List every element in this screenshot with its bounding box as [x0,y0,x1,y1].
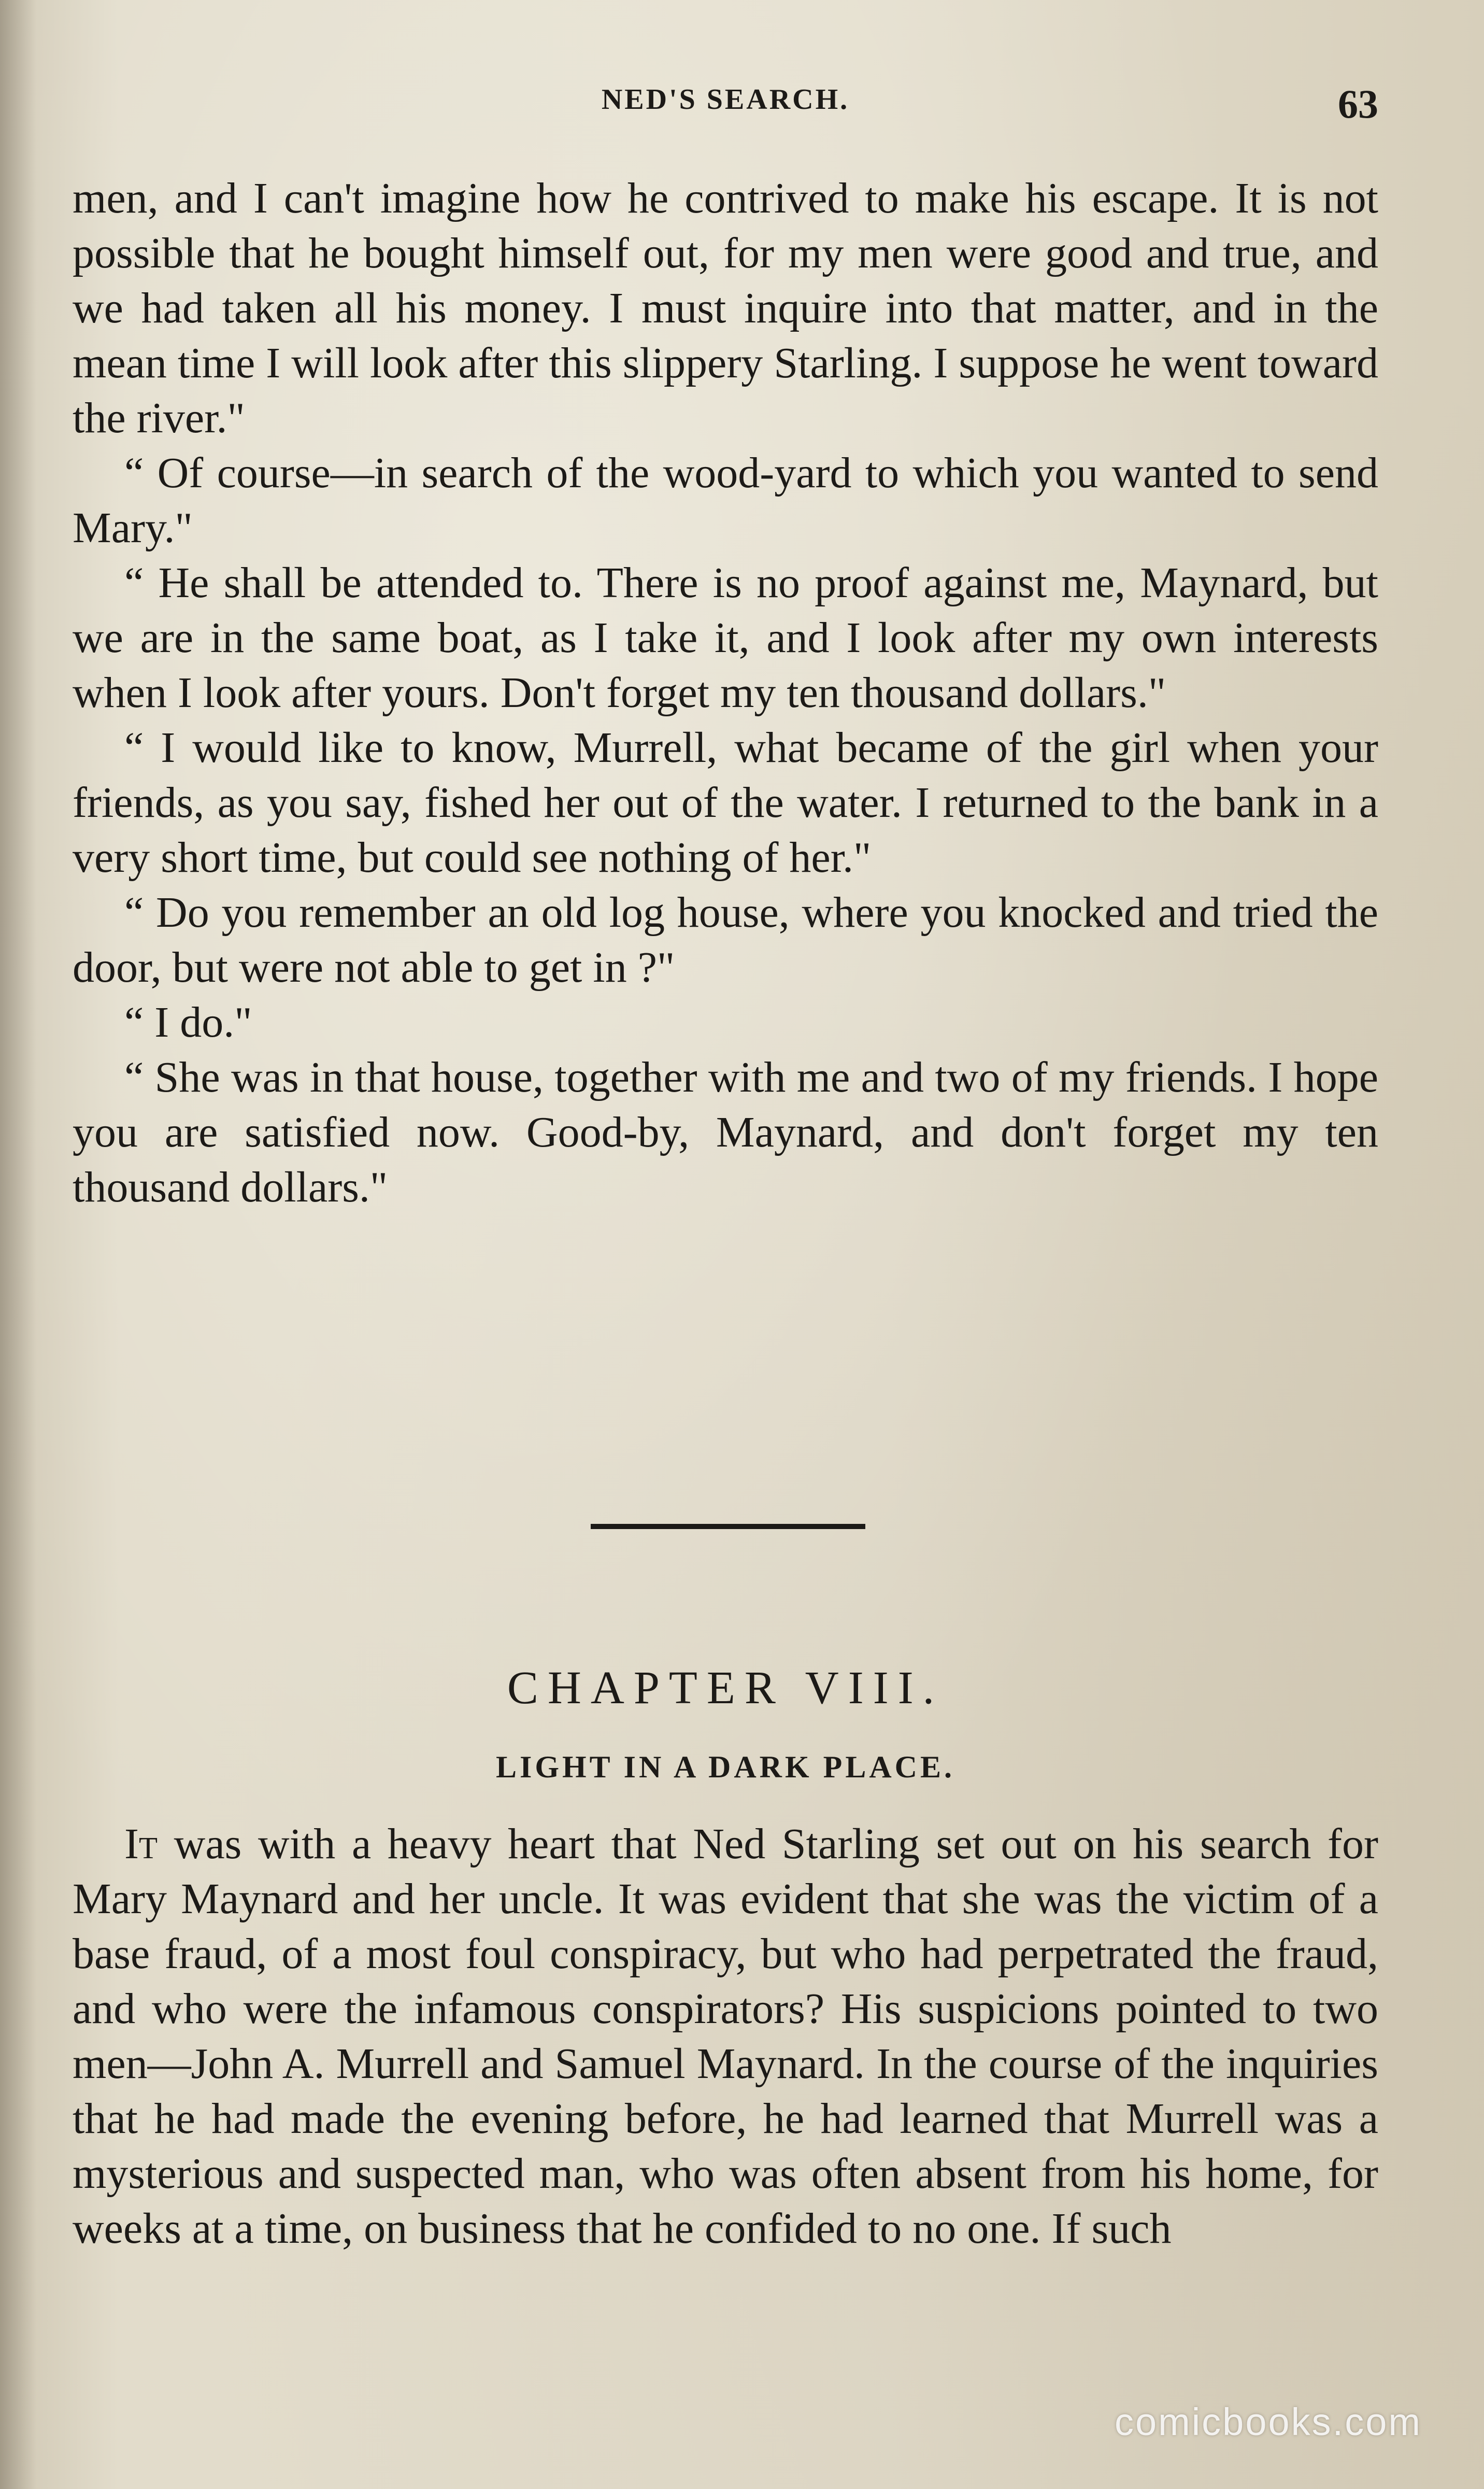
paragraph: “ Of course—in search of the wood-yard to which you wanted to send Mary." [73,449,1378,552]
paragraph: “ She was in that house, together with me and two of my friends. I hope you are satisfied now. Good-by, Maynard, and don't forget my ten thousand dollars." [73,1053,1378,1211]
chapter-body [73,1817,1378,2256]
paragraph: “ I do." [124,998,252,1046]
paragraph: “ He shall be attended to. There is no proof against me, Maynard, but we are in the same boat, as I take it, and I look after my own interests when I look after yours. Don't forget my ten thousand dollars." [73,559,1378,717]
chapter-title: CHAPTER VIII. [507,1662,944,1714]
watermark: comicbooks.com [1114,2400,1422,2443]
running-head [73,83,1378,124]
chapter-subtitle: LIGHT IN A DARK PLACE. [495,1750,955,1784]
running-title: NED'S SEARCH. [601,83,850,116]
spine-shadow [0,0,36,2489]
paragraph: men, and I can't imagine how he contrived to make his escape. It is not possible that he bought himself out, for my men were good and true, and we had taken all his money. I must inquire into that matter, and in the mean time I will look after this slippery Starling. I suppose he went toward the river." [73,174,1378,442]
paragraph: “ Do you remember an old log house, where you knocked and tried the door, but were not able to get in ?" [73,888,1378,992]
section-divider-rule [591,1524,865,1529]
opening-word: It [124,1820,158,1868]
opening-text: was with a heavy heart that Ned Starling set out on his search for Mary Maynard and her uncle. It was evident that she was the victim of a base fraud, of a most foul conspiracy, but who had perpetrated the fraud, and who were the infamous conspirators? His suspicions pointed to two men—John A. Murrell and Samuel Maynard. In the course of the inquiries that he had made the evening before, he had learned that Murrell was a mysterious and suspected man, who was often absent from his home, for weeks at a time, on business that he confided to no one. If such [73,1820,1378,2253]
paragraph: “ I would like to know, Murrell, what became of the girl when your friends, as you say, fished her out of the water. I returned to the bank in a very short time, but could see nothing of her." [73,724,1378,882]
opening-paragraph [73,1817,1378,2256]
dialogue-section [73,171,1378,1215]
page-number: 63 [1338,81,1378,126]
